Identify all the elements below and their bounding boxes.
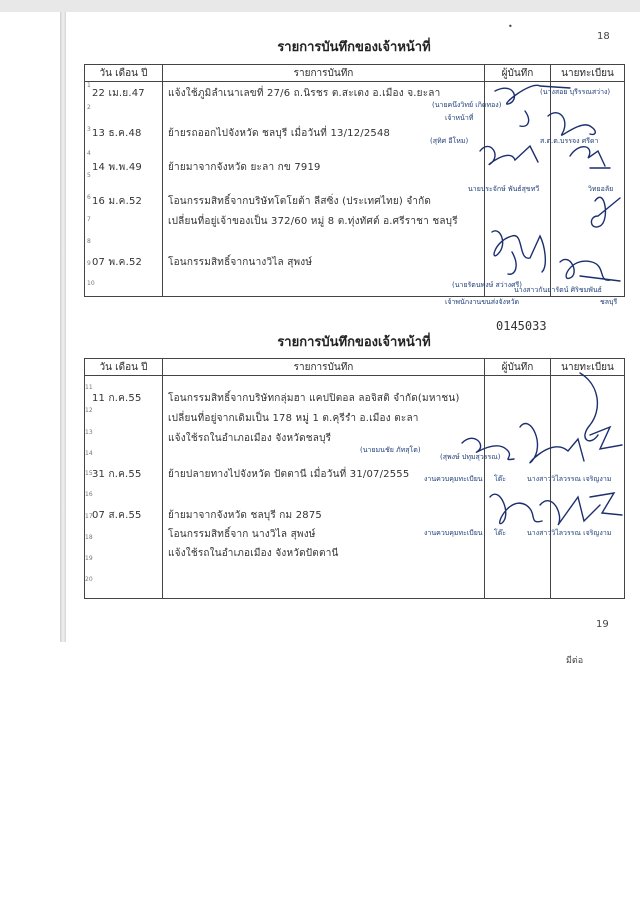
col-date-header: วัน เดือน ปี xyxy=(85,65,163,82)
signature-title: เจ้าพนักงานขนส่งจังหวัด xyxy=(445,298,520,306)
signature-title: เจ้าหน้าที่ xyxy=(445,114,474,122)
col-registrar-header: นายทะเบียน xyxy=(551,65,625,82)
col-registrar-header: นายทะเบียน xyxy=(551,359,625,376)
signature-name: (นายคนึงวิทย์ เกิดทอง) xyxy=(432,101,502,109)
entry-date: 14 พ.พ.49 xyxy=(92,162,142,173)
entry-text: เปลี่ยนที่อยู่จากเดิมเป็น 178 หมู่ 1 ต.คุรีรำ อ.เมือง ตะลา xyxy=(168,413,419,424)
entry-date: 13 ธ.ค.48 xyxy=(92,128,142,139)
entry-text: ย้ายมาจากจังหวัด ชลบุรี กม 2875 xyxy=(168,510,322,521)
handwritten-signatures-1 xyxy=(420,76,630,311)
signature-title: โต๊ะ xyxy=(494,475,507,483)
entry-text: โอนกรรมสิทธิ์จาก นางวิไล สุพงษ์ xyxy=(168,529,316,540)
entry-text: ย้ายรถออกไปจังหวัด ชลบุรี เมื่อวันที่ 13/12/2548 xyxy=(168,128,391,139)
entry-text: ย้ายมาจากจังหวัด ยะลา กข 7919 xyxy=(168,162,321,173)
entry-date: 07 ส.ค.55 xyxy=(92,510,142,521)
entry-text: โอนกรรมสิทธิ์จากนางวิไล สุพงษ์ xyxy=(168,257,313,268)
signature-name: นางสาววิไลวรรณ เจริญงาม xyxy=(527,475,612,483)
signature-name: (นางสอย บุรีรรณสว่าง) xyxy=(540,88,611,96)
col-record-header: รายการบันทึก xyxy=(163,65,485,82)
col-date-header: วัน เดือน ปี xyxy=(85,359,163,376)
signature-title: โต๊ะ xyxy=(494,529,507,537)
signature-name: ส.ต.ต.บรรจง ศรีดา xyxy=(540,137,599,145)
section-2-title: รายการบันทึกของเจ้าหน้าที่ xyxy=(277,335,431,350)
signature-name: นางสาววิไลวรรณ เจริญงาม xyxy=(527,529,612,537)
signature-title: งานควบคุมทะเบียน xyxy=(424,529,483,537)
signature-title: วิทยอลัย xyxy=(588,185,614,193)
section-1-title: รายการบันทึกของเจ้าหน้าที่ xyxy=(277,40,431,55)
handwritten-signatures-2 xyxy=(450,365,625,565)
bottom-page-number: 19 xyxy=(596,619,609,630)
signature-title: ชลบุรี xyxy=(600,298,618,306)
page-spine xyxy=(60,12,66,642)
signature-name: (นายรัตนพงษ์ สว่างศรี) xyxy=(452,281,522,289)
signature-name: นางสาวกันยารัตน์ ศิริชมพันธ์ xyxy=(514,286,602,294)
entry-text: โอนกรรมสิทธิ์จากบริษัทกลุ่มฮา แคปปิตอล ลอจิสติ จำกัด(มหาชน) xyxy=(168,393,460,404)
col-recorder-header: ผู้บันทึก xyxy=(485,65,551,82)
signature-name: (นายมนชัย ภัทสุโต) xyxy=(360,446,421,454)
entry-date: 11 ก.ค.55 xyxy=(92,393,142,404)
signature-name: นายประจักษ์ พันธ์สุขทวี xyxy=(468,185,540,193)
entry-text: ย้ายปลายทางไปจังหวัด ปัตตานี เมื่อวันที่ 31/07/2555 xyxy=(168,469,410,480)
continued-mark: มีต่อ xyxy=(566,656,584,666)
entry-text: แจ้งใช้รถในอำเภอเมือง จังหวัดปัตตานี xyxy=(168,548,339,559)
entry-text: แจ้งใช้รถในอำเภอเมือง จังหวัดชลบุรี xyxy=(168,433,332,444)
signature-name: (สุทิศ อีโหม) xyxy=(430,137,469,145)
signature-title: งานควบคุมทะเบียน xyxy=(424,475,483,483)
entry-text: เปลี่ยนที่อยู่เจ้าของเป็น 372/60 หมู่ 8 ต.ทุ่งทัศต์ อ.ศรีราชา ชลบุรี xyxy=(168,216,458,227)
col-recorder-header: ผู้บันทึก xyxy=(485,359,551,376)
top-page-number: 18 xyxy=(597,31,610,42)
scan-edge-top xyxy=(0,0,640,12)
signature-name: (สุพงษ์ ปทุมสุวรรณ) xyxy=(440,453,501,461)
entry-text: แจ้งใช้ภูมิลำเนาเลขที่ 27/6 ถ.นิรชร ต.สะเตง อ.เมือง จ.ยะลา xyxy=(168,88,441,99)
col-record-header: รายการบันทึก xyxy=(163,359,485,376)
document-number: 0145033 xyxy=(496,319,547,333)
entry-date: 22 เม.ย.47 xyxy=(92,88,145,99)
entry-text: โอนกรรมสิทธิ์จากบริษัทโตโยต้า ลีสซิ่ง (ประเทศไทย) จำกัด xyxy=(168,196,432,207)
stray-mark: • xyxy=(508,22,513,31)
entry-date: 16 ม.ค.52 xyxy=(92,196,143,207)
entry-date: 07 พ.ค.52 xyxy=(92,257,143,268)
entry-date: 31 ก.ค.55 xyxy=(92,469,142,480)
